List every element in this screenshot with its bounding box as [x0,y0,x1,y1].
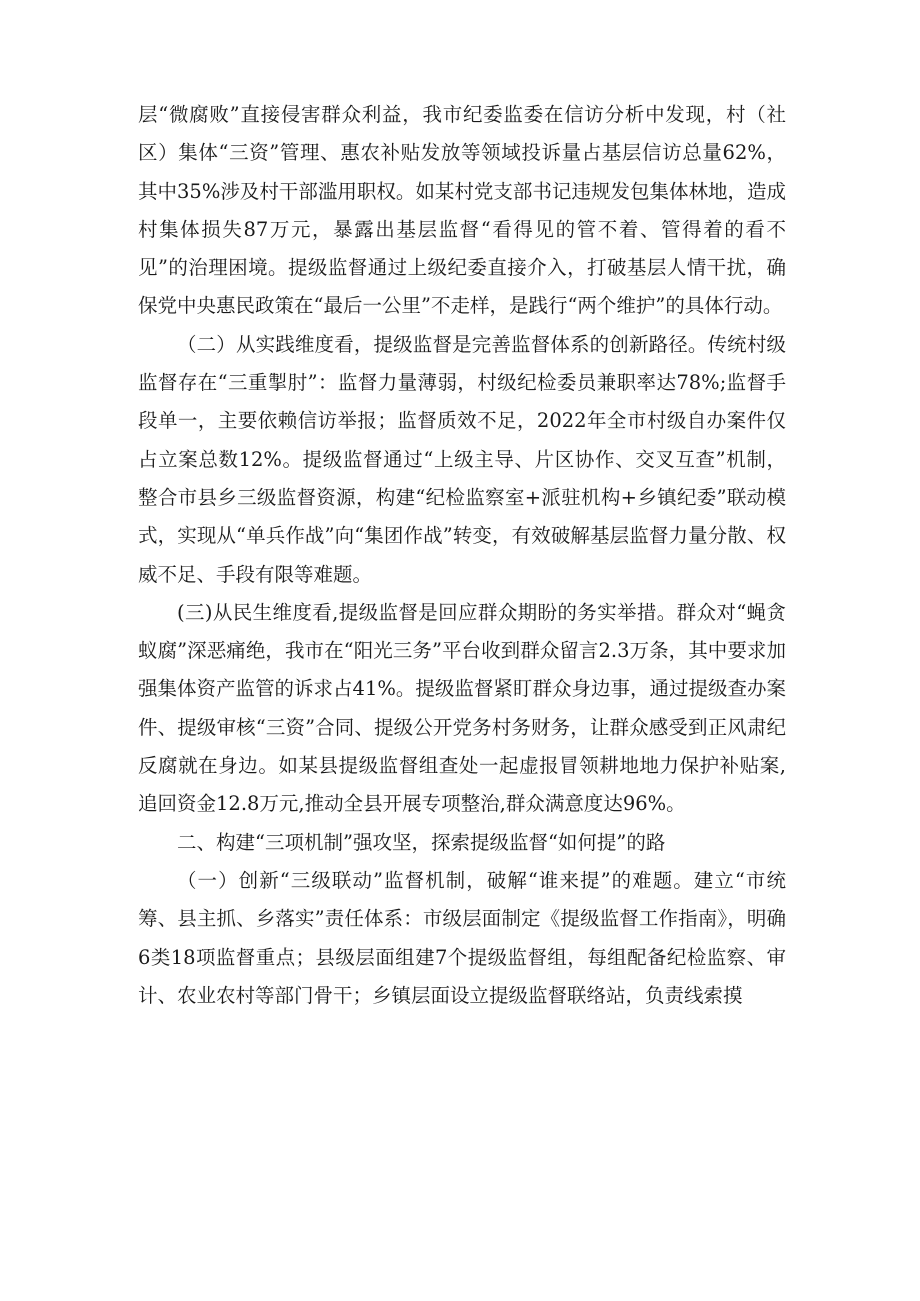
paragraph-continuation: 层“微腐败”直接侵害群众利益，我市纪委监委在信访分析中发现，村（社区）集体“三资”管理、惠农补贴发放等领域投诉量占基层信访总量62%，其中35%涉及村干部滥用职权。如某村党支部书记违规发包集体林地，造成村集体损失87万元，暴露出基层监督“看得见的管不着、管得着的看不见”的治理困境。提级监督通过上级纪委直接介入，打破基层人情干扰，确保党中央惠民政策在“最后一公里”不走样，是践行“两个维护”的具体行动。 [138,103,786,318]
section-heading: 二、构建“三项机制”强攻坚，探索提级监督“如何提”的路 [177,830,666,854]
paragraph-three-level-linkage: （一）创新“三级联动”监督机制，破解“谁来提”的难题。建立“市统筹、县主抓、乡落实”责任体系：市级层面制定《提级监督工作指南》，明确6类18项监督重点；县级层面组建7个提级监督组，每组配备纪检监察、审计、农业农村等部门骨干；乡镇层面设立提级监督联络站，负责线索摸 [138,868,786,1007]
document-body [138,96,786,1015]
paragraph-livelihood-dimension: (三)从民生维度看,提级监督是回应群众期盼的务实举措。群众对“蝇贪蚁腐”深恶痛绝，我市在“阳光三务”平台收到群众留言2.3万条，其中要求加强集体资产监管的诉求占41%。提级监督紧盯群众身边事，通过提级查办案件、提级审核“三资”合同、提级公开党务村务财务，让群众感受到正风肃纪反腐就在身边。如某县提级监督组查处一起虚报冒领耕地地力保护补贴案,追回资金12.8万元,推动全县开展专项整治,群众满意度达96%。 [138,600,786,816]
paragraph-practice-dimension: （二）从实践维度看，提级监督是完善监督体系的创新路径。传统村级监督存在“三重掣肘”：监督力量薄弱，村级纪检委员兼职率达78%;监督手段单一，主要依赖信访举报；监督质效不足，2022年全市村级自办案件仅占立案总数12%。提级监督通过“上级主导、片区协作、交叉互查”机制，整合市县乡三级监督资源，构建“纪检监察室+派驻机构+乡镇纪委”联动模式，实现从“单兵作战”向“集团作战”转变，有效破解基层监督力量分散、权威不足、手段有限等难题。 [138,332,786,586]
